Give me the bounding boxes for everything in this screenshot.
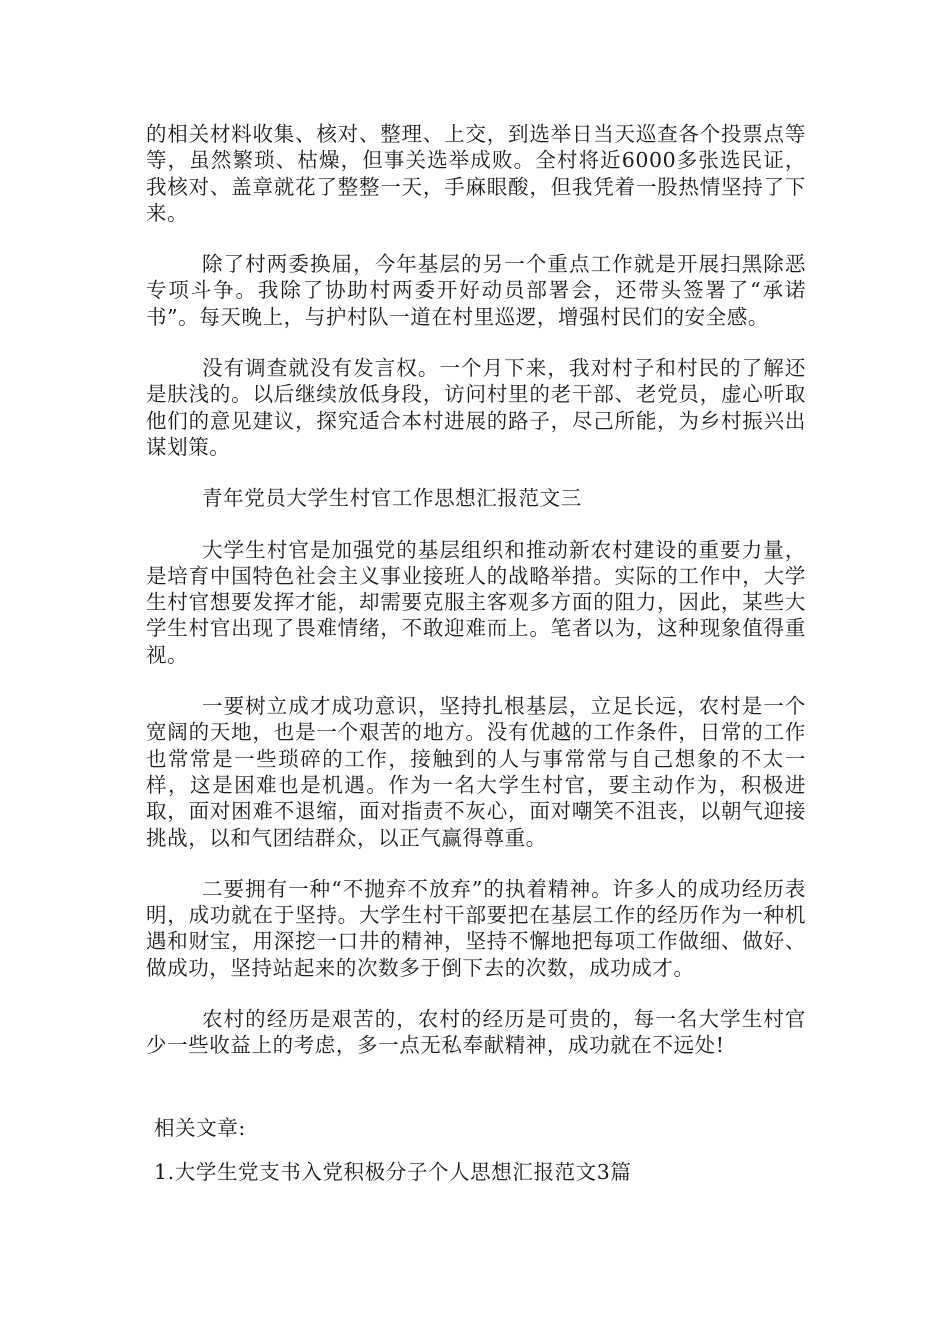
paragraph-village-official-intro: 大学生村官是加强党的基层组织和推动新农村建设的重要力量，是培育中国特色社会主义事业接班人的战略举措。实际的工作中，大学生村官想要发挥才能，却需要克服主客观多方面的阻力，因此，某些大学生村官出现了畏难情绪，不敢迎难而上。笔者以为，这种现象值得重视。: [146, 537, 806, 667]
document-page: [146, 121, 806, 1185]
paragraph-investigation: 没有调查就没有发言权。一个月下来，我对村子和村民的了解还是肤浅的。以后继续放低身段，访问村里的老干部、老党员，虚心听取他们的意见建议，探究适合本村进展的路子，尽己所能，为乡村振兴出谋划策。: [146, 356, 806, 459]
paragraph-continuation: 的相关材料收集、核对、整理、上交，到选举日当天巡查各个投票点等等，虽然繁琐、枯燥，但事关选举成败。全村将近6000多张选民证，我核对、盖章就花了整整一天，手麻眼酸，但我凭着一股热情坚持了下来。: [146, 122, 806, 225]
paragraph-point-one: 一要树立成才成功意识，坚持扎根基层，立足长远，农村是一个宽阔的天地，也是一个艰苦的地方。没有优越的工作条件，日常的工作也常常是一些琐碎的工作，接触到的人与事常常与自己想象的不太一样，这是困难也是机遇。作为一名大学生村官，要主动作为，积极进取，面对困难不退缩，面对指责不灰心，面对嘲笑不沮丧，以朝气迎接挑战，以和气团结群众，以正气赢得尊重。: [146, 694, 806, 850]
section-heading: 青年党员大学生村官工作思想汇报范文三: [202, 486, 582, 511]
paragraph-anti-crime: 除了村两委换届，今年基层的另一个重点工作就是开展扫黑除恶专项斗争。我除了协助村两委开好动员部署会，还带头签署了“承诺书”。每天晚上，与护村队一道在村里巡逻，增强村民们的安全感。: [146, 252, 806, 329]
related-articles-list: [154, 1159, 806, 1185]
related-article-link[interactable]: 1.大学生党支书入党积极分子个人思想汇报范文3篇: [154, 1159, 632, 1184]
related-articles-title: 相关文章:: [154, 1115, 246, 1140]
paragraph-conclusion: 农村的经历是艰苦的，农村的经历是可贵的，每一名大学生村官少一些收益上的考虑，多一点无私奉献精神，成功就在不远处!: [146, 1007, 806, 1058]
paragraph-point-two: 二要拥有一种“不抛弃不放弃”的执着精神。许多人的成功经历表明，成功就在于坚持。大学生村干部要把在基层工作的经历作为一种机遇和财宝，用深挖一口井的精神，坚持不懈地把每项工作做细、做好、做成功，坚持站起来的次数多于倒下去的次数，成功成才。: [146, 876, 806, 980]
